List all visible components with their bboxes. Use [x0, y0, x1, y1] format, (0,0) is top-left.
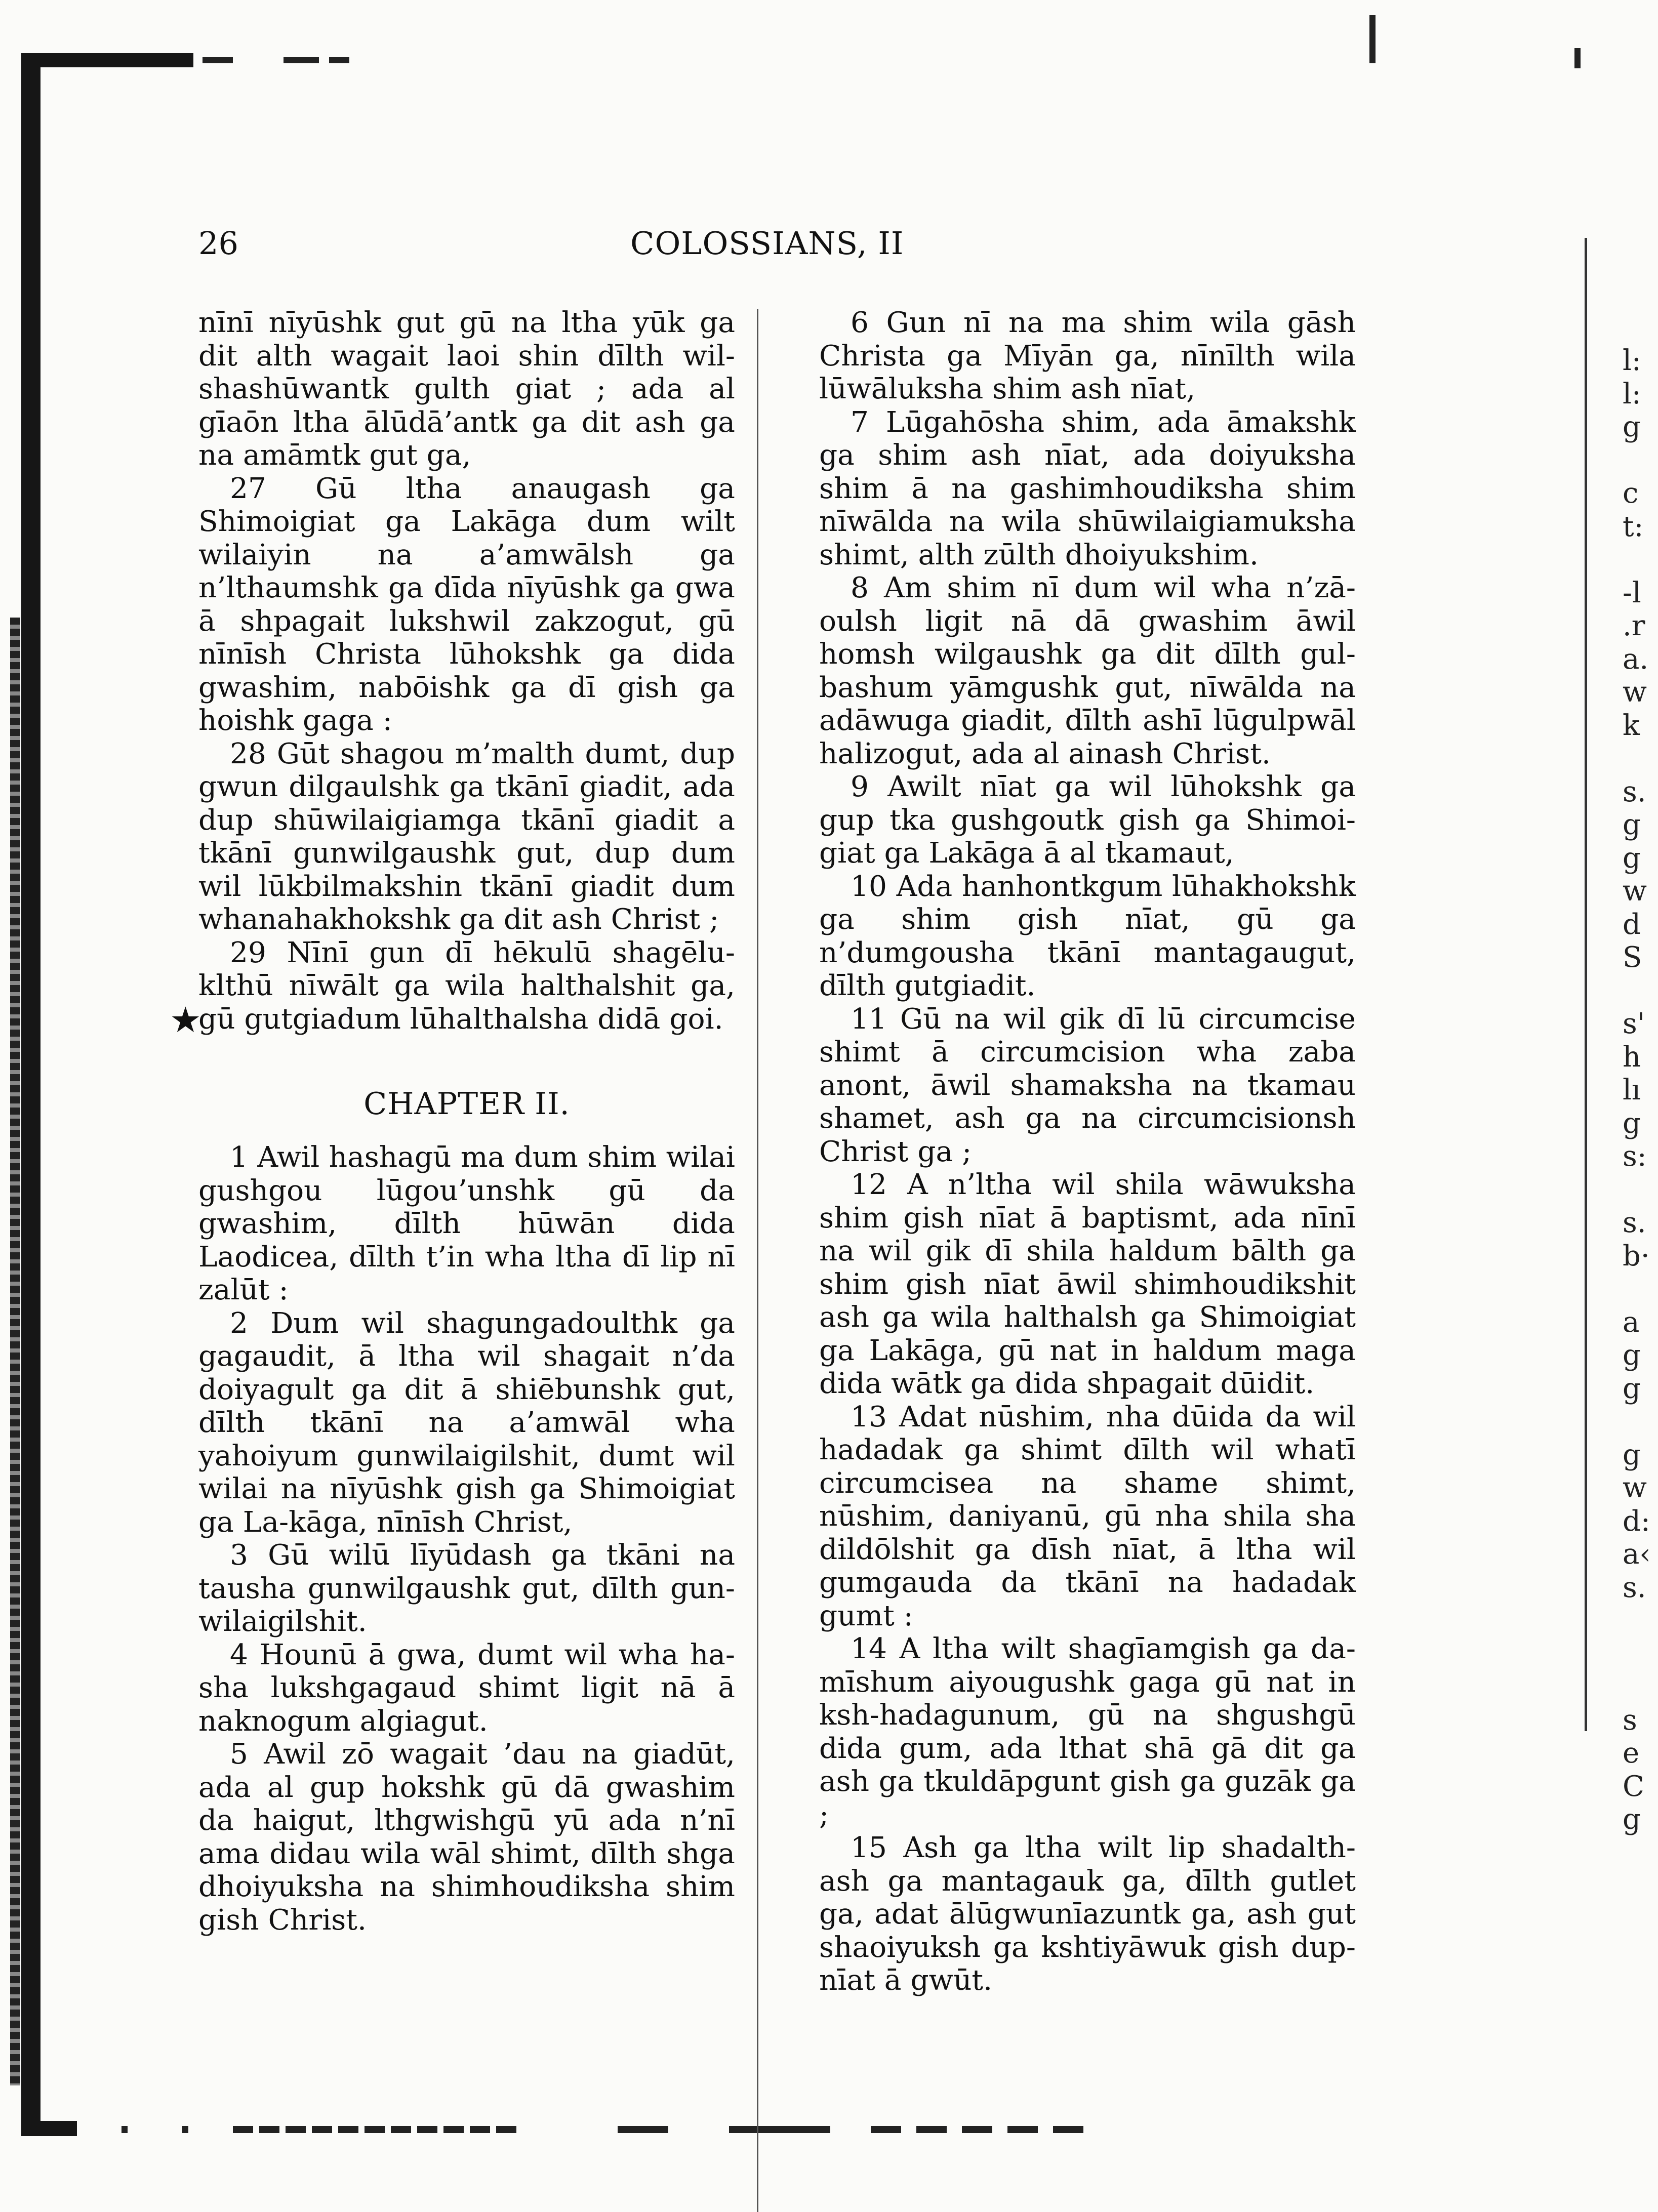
fragment-text: g	[1623, 1438, 1641, 1471]
verse-paragraph: 4 Hounū ā gwa, dumt wil wha ha-sha lukshgagaud shimt ligit nā ā naknogum algiagut.	[198, 1638, 735, 1738]
verse-paragraph: 5 Awil zō wagait ’dau na giadūt, ada al gup hokshk gū dā gwashim da haigut, lthgwishgū yū ada n’nī ama didau wila wāl shimt, dīlth shga dhoiyuksha na shimhoudiksha shim gish Christ.	[198, 1738, 735, 1937]
star-mark-icon: ★	[170, 999, 201, 1041]
verse-paragraph: 10 Ada hanhontkgum lūhakhokshk ga shim gish nīat, gū ga n’dumgousha tkānī mantagaugut, dīlth gutgiadit.	[819, 870, 1356, 1002]
running-head: COLOSSIANS, II	[630, 225, 904, 262]
fragment-text: c	[1623, 477, 1639, 510]
chapter-heading: CHAPTER II.	[363, 1086, 570, 1122]
scan-binding-edge	[21, 53, 41, 2136]
fragment-text: l:	[1623, 344, 1641, 377]
fragment-text: s	[1623, 1703, 1637, 1737]
verse-paragraph: 2 Dum wil shagungadoulthk ga gagaudit, ā ltha wil shagait n’da doiyagult ga dit ā shiēbunshk gut, dīlth tkānī na a’amwāl wha yahoiyum gunwilaigilshit, dumt wil wilai na nīyūshk gish ga Shimoigiat ga La-kāga, nīnīsh Christ,	[198, 1306, 735, 1539]
fragment-text	[1623, 1173, 1651, 1207]
verse-paragraph: 12 A n’ltha wil shila wāwuksha shim gish nīat ā baptismt, ada nīnī na wil gik dī shila haldum bālth ga shim gish nīat āwil shimhoudikshit ash ga wila halthalsh ga Shimoigiat ga Lakāga, gū nat in haldum maga dida wātk ga dida shpagait dūidit.	[819, 1168, 1356, 1400]
scan-dash	[329, 57, 349, 63]
fragment-text: d:	[1623, 1504, 1650, 1538]
fragment-text: a.	[1623, 642, 1649, 676]
fragment-text: a	[1623, 1305, 1640, 1339]
scan-dash	[729, 2126, 830, 2133]
fragment-text	[1623, 1637, 1651, 1671]
fragment-text	[1623, 1273, 1651, 1306]
fragment-text: g	[1623, 841, 1641, 875]
fragment-text: S	[1623, 941, 1642, 974]
verse-paragraph: 15 Ash ga ltha wilt lip shadalth-ash ga mantagauk ga, dīlth gutlet ga, adat ālūgwunīazuntk ga, ash gut shaoiyuksh ga kshtiyāwuk gish dup-nīat ā gwūt.	[819, 1831, 1356, 1997]
fragment-text: lı	[1623, 1074, 1641, 1107]
verse-paragraph: 1 Awil hashagū ma dum shim wilai gushgou lūgou’unshk gū da gwashim, dīlth hūwān dida Laodicea, dīlth t’in wha ltha dī lip nī zalūt :	[198, 1141, 735, 1306]
fragment-text: g	[1623, 1339, 1641, 1372]
fragment-text	[1623, 1604, 1651, 1637]
fragment-text	[1623, 444, 1651, 477]
fragment-text: g	[1623, 1107, 1641, 1140]
verse-paragraph: 27 Gū ltha anaugash ga Shimoigiat ga Lakāga dum wilt wilaiyin na a’amwālsh ga n’lthaumshk ga dīda nīyūshk ga gwa ā shpagait lukshwil zakzogut, gū nīnīsh Christa lūhokshk ga dida gwashim, nabōishk ga dī gish ga hoishk gaga :	[198, 472, 735, 737]
fragment-text: h	[1623, 1040, 1641, 1074]
scan-top-rule	[21, 53, 193, 67]
verse-paragraph: 6 Gun nī na ma shim wila gāsh Christa ga Mīyān ga, nīnīlth wila lūwāluksha shim ash nīat,	[819, 306, 1356, 405]
paragraph: nīnī nīyūshk gut gū na ltha yūk ga dit alth wagait laoi shin dīlth wil-shashūwantk gulth giat ; ada al gīaōn ltha ālūdā’antk ga dit ash ga na amāmtk gut ga,	[198, 306, 735, 472]
fragment-text: l:	[1623, 377, 1641, 411]
fragment-text: s.	[1623, 1206, 1646, 1239]
verse-paragraph: 9 Awilt nīat ga wil lūhokshk ga gup tka gushgoutk gish ga Shimoi-giat ga Lakāga ā al tkamaut,	[819, 770, 1356, 870]
column-divider	[757, 309, 758, 2212]
fragment-text	[1623, 1405, 1651, 1439]
fragment-text: w	[1623, 875, 1647, 908]
fragment-text: b·	[1623, 1239, 1650, 1273]
scan-dash	[203, 57, 233, 63]
fragment-text	[1623, 1670, 1651, 1704]
verse-paragraph: 14 A ltha wilt shagīamgish ga da-mīshum aiyougushk gaga gū nat in ksh-hadagunum, gū na shgushgū dida gum, ada lthat shā gā dit ga ash ga tkuldāpgunt gish ga guzāk ga ;	[819, 1632, 1356, 1831]
fragment-text: g	[1623, 808, 1641, 841]
fragment-text: g	[1623, 1803, 1641, 1836]
verse-paragraph: 11 Gū na wil gik dī lū circumcise shimt ā circumcision wha zaba anont, āwil shamaksha na tkamau shamet, ash ga na circumcisionsh Christ ga ;	[819, 1002, 1356, 1168]
fragment-text: e	[1623, 1737, 1640, 1770]
fragment-text	[1623, 974, 1651, 1008]
page-number: 26	[198, 225, 238, 262]
fragment-text: g	[1623, 1372, 1641, 1405]
scan-dash	[871, 2126, 1083, 2133]
fragment-text: a‹	[1623, 1538, 1651, 1571]
fragment-text: d	[1623, 908, 1641, 941]
scan-dash	[284, 57, 319, 63]
scan-dash	[122, 2126, 128, 2133]
scan-binding-shadow	[10, 618, 20, 2085]
fragment-text: g	[1623, 411, 1641, 443]
scan-mark	[1369, 15, 1376, 63]
scan-dash	[182, 2126, 188, 2133]
fragment-text: s'	[1623, 1007, 1645, 1040]
fragment-text: .r	[1623, 609, 1645, 642]
scan-mark	[1574, 48, 1581, 68]
verse-paragraph: 7 Lūgahōsha shim, ada āmakshk ga shim ash nīat, ada doiyuksha shim ā na gashimhoudiksha shim nīwālda na wila shūwilaigiamuksha shimt, alth zūlth dhoiyukshim.	[819, 405, 1356, 571]
verse-paragraph: 8 Am shim nī dum wil wha n’zā-oulsh ligit nā dā gwashim āwil homsh wilgaushk ga dit dīlth gul-bashum yāmgushk gut, nīwālda na adāwuga giadit, dīlth ashī lūgulpwāl halizogut, ada al ainash Christ.	[819, 571, 1356, 770]
fragment-text: -l	[1623, 576, 1641, 609]
fragment-text: w	[1623, 1471, 1647, 1504]
next-page-fragments	[1623, 344, 1651, 1836]
scan-dash	[618, 2126, 668, 2133]
verse-paragraph: 3 Gū wilū līyūdash ga tkāni na tausha gunwilgaushk gut, dīlth gun-wilaigilshit.	[198, 1539, 735, 1638]
verse-paragraph: 28 Gūt shagou m’malth dumt, dup gwun dilgaulshk ga tkānī giadit, ada dup shūwilaigiamga tkānī giadit a tkānī gunwilgaushk gut, dup dum wil lūkbilmakshin tkānī giadit dum whanahakhokshk ga dit ash Christ ;	[198, 737, 735, 936]
verse-paragraph: 29 Nīnī gun dī hēkulū shagēlu-klthū nīwālt ga wila halthalshit ga, gū gutgiadum lūhalthalsha didā goi.	[198, 936, 735, 1036]
scan-fold-line	[1585, 238, 1587, 1731]
fragment-text	[1623, 543, 1651, 577]
verse-paragraph: 13 Adat nūshim, nha dūida da wil hadadak ga shimt dīlth wil whatī circumcisea na shame shimt, nūshim, daniyanū, gū nha shila sha dildōlshit ga dīsh nīat, ā ltha wil gumgauda da tkānī na hadadak gumt :	[819, 1400, 1356, 1632]
fragment-text: w	[1623, 676, 1647, 709]
fragment-text: k	[1623, 709, 1640, 742]
fragment-text: s.	[1623, 1571, 1646, 1604]
fragment-text: C	[1623, 1770, 1644, 1803]
fragment-text: s:	[1623, 1140, 1647, 1173]
fragment-text: t:	[1623, 510, 1644, 543]
fragment-text	[1623, 742, 1651, 775]
scan-dash	[233, 2126, 516, 2133]
right-column	[819, 306, 1356, 1997]
fragment-text: s.	[1623, 775, 1646, 808]
scan-bottom-rule	[21, 2121, 77, 2136]
left-column	[198, 306, 735, 1937]
